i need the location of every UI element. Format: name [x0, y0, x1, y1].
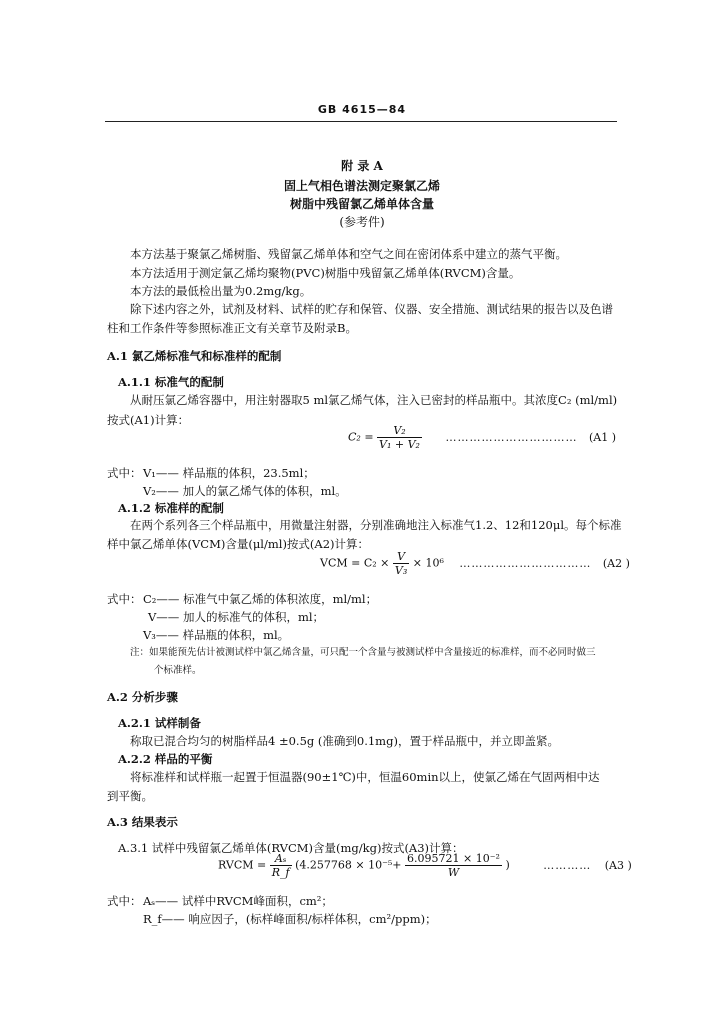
standard-number: GB 4615—84 — [317, 103, 407, 116]
where-label-1: 式中： — [107, 466, 142, 480]
section-a1-2-title: A.1.2 标准样的配制 — [118, 501, 224, 515]
a2-2-text-1: 将标准样和试样瓶一起置于恒温器(90±1℃)中，恒温60min以上，使氯乙烯在气固两相中达 — [130, 770, 600, 784]
intro-paragraph-2: 本方法适用于测定氯乙烯均聚物(PVC)树脂中残留氯乙烯单体(RVCM)含量。 — [130, 266, 521, 280]
a1-1-text-1: 从耐压氯乙烯容器中，用注射器取5 ml氯乙烯气体，注入已密封的样品瓶中。其浓度C₂ (ml/ml) — [130, 393, 618, 407]
a1-1-text-2: 按式(A1)计算： — [107, 413, 190, 427]
a2-1-text: 称取已混合均匀的树脂样品4 ±0.5g (准确到0.1mg)，置于样品瓶中，并立即盖紧。 — [130, 734, 559, 748]
def-v: V—— 加人的标准气的体积，ml； — [148, 610, 325, 624]
appendix-title-line1: 固上气相色谱法测定聚氯乙烯 — [283, 179, 440, 193]
section-a2-1-title: A.2.1 试样制备 — [118, 716, 201, 730]
intro-paragraph-3: 本方法的最低检出量为0.2mg/kg。 — [130, 284, 312, 298]
section-a1-title: A.1 氯乙烯标准气和标准样的配制 — [107, 349, 282, 363]
equation-a3: RVCM = $\frac{\text{Aₛ}}{R\_f}$ (4.257768 × 10⁻⁵+ $\frac{\text{6.095721 × 10⁻²}}{W}$ ) ………… (A3 ) — [218, 852, 632, 879]
a3-1-text: A.3.1 试样中残留氯乙烯单体(RVCM)含量(mg/kg)按式(A3)计算： — [118, 841, 464, 855]
def-as: Aₛ—— 试样中RVCM峰面积，cm²； — [143, 894, 333, 908]
def-v1: V₁—— 样品瓶的体积，23.5ml； — [143, 466, 315, 480]
appendix-label: 附 录 A — [341, 159, 383, 173]
equation-a1: C₂ = $\frac{\text{V₂}}{\text{V₁ + V₂}}$ …………………………… (A1 ) — [348, 424, 616, 451]
equation-a2: VCM = C₂ × $\frac{V}{\text{V₃}}$ × 10⁶ …………………………… (A2 ) — [320, 550, 630, 577]
a1-2-text-1: 在两个系列各三个样品瓶中，用微量注射器，分别准确地注入标准气1.2、12和120μl。每个标准 — [130, 518, 622, 532]
intro-paragraph-4b: 柱和工作条件等参照标准正文有关章节及附录B。 — [107, 321, 357, 335]
section-a3-title: A.3 结果表示 — [107, 815, 178, 829]
header-rule — [105, 121, 617, 122]
note-line-1: 注：如果能预先估计被测试样中氯乙烯含量，可只配一个含量与被测试样中含量接近的标准样，而不必同时做三 — [130, 647, 596, 658]
def-v3: V₃—— 样品瓶的体积，ml。 — [143, 628, 290, 642]
intro-paragraph-4a: 除下述内容之外，试剂及材料、试样的贮存和保管、仪器、安全措施、测试结果的报告以及色谱 — [130, 302, 613, 316]
section-a2-title: A.2 分析步骤 — [107, 690, 178, 704]
a1-2-text-2: 样中氯乙烯单体(VCM)含量(μl/ml)按式(A2)计算： — [107, 537, 370, 551]
def-rf: R_f—— 响应因子，(标样峰面积/标样体积，cm²/ppm)； — [143, 912, 437, 926]
note-line-2: 个标准样。 — [154, 665, 202, 676]
appendix-ref: (参考件) — [339, 215, 385, 229]
intro-paragraph-1: 本方法基于聚氯乙烯树脂、残留氯乙烯单体和空气之间在密闭体系中建立的蒸气平衡。 — [130, 247, 567, 261]
where-label-3: 式中： — [107, 894, 142, 908]
def-c2: C₂—— 标准气中氯乙烯的体积浓度，ml/ml； — [143, 592, 378, 606]
def-v2: V₂—— 加人的氯乙烯气体的体积，ml。 — [143, 484, 347, 498]
section-a2-2-title: A.2.2 样品的平衡 — [118, 752, 213, 766]
appendix-title-line2: 树脂中残留氯乙烯单体含量 — [289, 197, 434, 211]
section-a1-1-title: A.1.1 标准气的配制 — [118, 375, 224, 389]
where-label-2: 式中： — [107, 592, 142, 606]
a2-2-text-2: 到平衡。 — [107, 789, 153, 803]
